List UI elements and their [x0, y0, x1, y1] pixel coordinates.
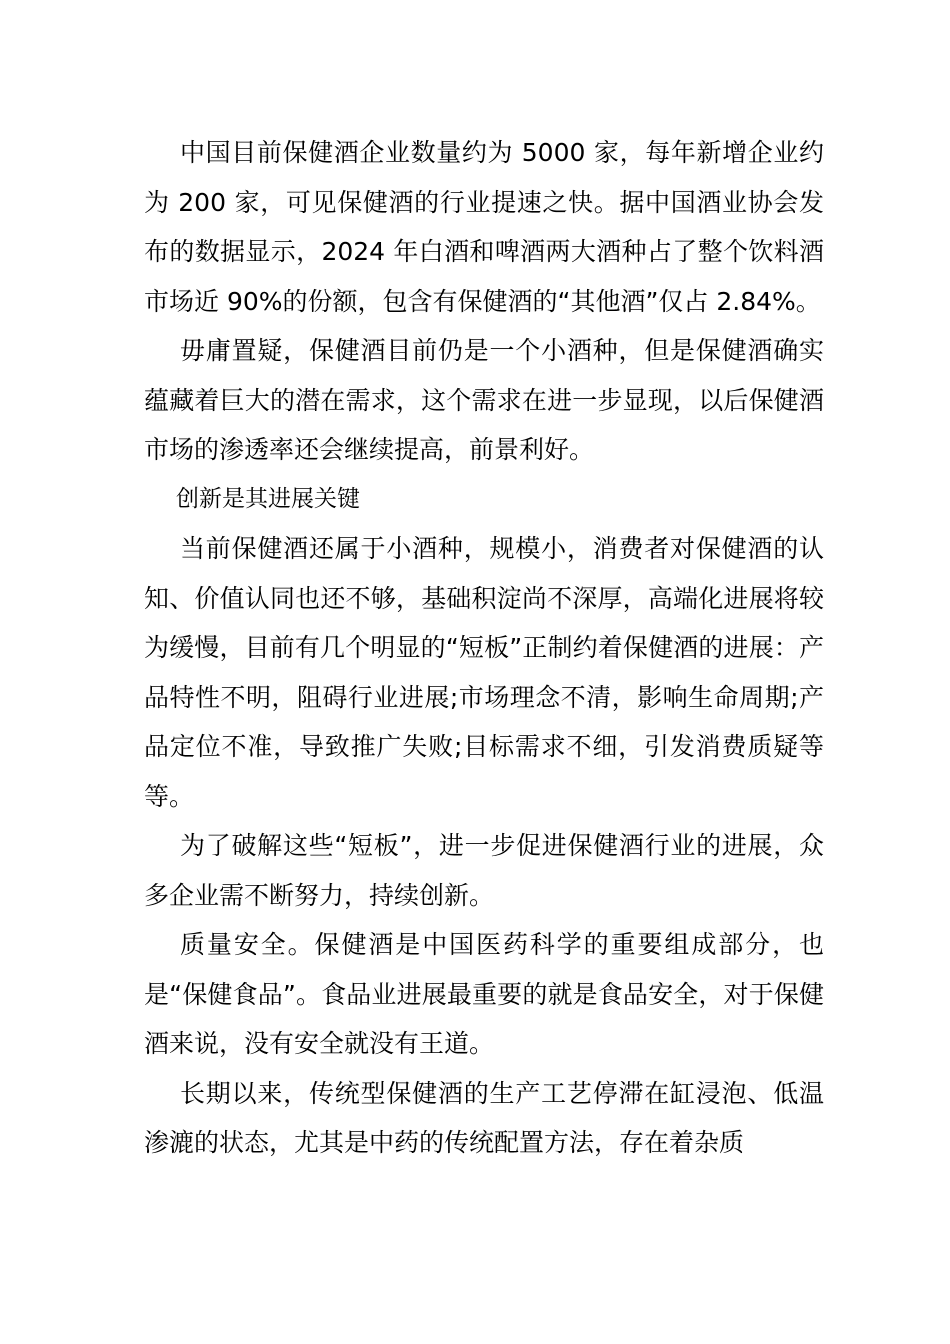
paragraph-shortcomings: 当前保健酒还属于小酒种，规模小，消费者对保健酒的认知、价值认同也还不够，基础积淀尚不深厚，高端化进展将较为缓慢，目前有几个明显的“短板”正制约着保健酒的进展：产品特性不明，阻碍行业进展;市场理念不清，影响生命周期;产品定位不准，导致推广失败;目标需求不细，引发消费质疑等等。 — [144, 534, 824, 811]
document-body — [144, 128, 824, 1168]
paragraph-enterprise-count: 中国目前保健酒企业数量约为 5000 家，每年新增企业约为 200 家，可见保健酒的行业提速之快。据中国酒业协会发布的数据显示，2024 年白酒和啤酒两大酒种占了整个饮料酒市场近 90%的份额，包含有保健酒的“其他酒”仅占 2.84%。 — [144, 138, 824, 316]
section-heading: 创新是其进展关键 — [176, 485, 360, 512]
paragraph-quality-safety: 质量安全。保健酒是中国医药科学的重要组成部分，也是“保健食品”。食品业进展最重要的就是食品安全，对于保健酒来说，没有安全就没有王道。 — [144, 930, 824, 1058]
paragraph-production-process: 长期以来，传统型保健酒的生产工艺停滞在缸浸泡、低温渗漉的状态，尤其是中药的传统配置方法，存在着杂质 — [144, 1078, 824, 1157]
paragraph-market-potential: 毋庸置疑，保健酒目前仍是一个小酒种，但是保健酒确实蕴藏着巨大的潜在需求，这个需求在进一步显现，以后保健酒市场的渗透率还会继续提高，前景利好。 — [144, 336, 824, 464]
paragraph-innovation-call: 为了破解这些“短板”，进一步促进保健酒行业的进展，众多企业需不断努力，持续创新。 — [144, 831, 824, 910]
